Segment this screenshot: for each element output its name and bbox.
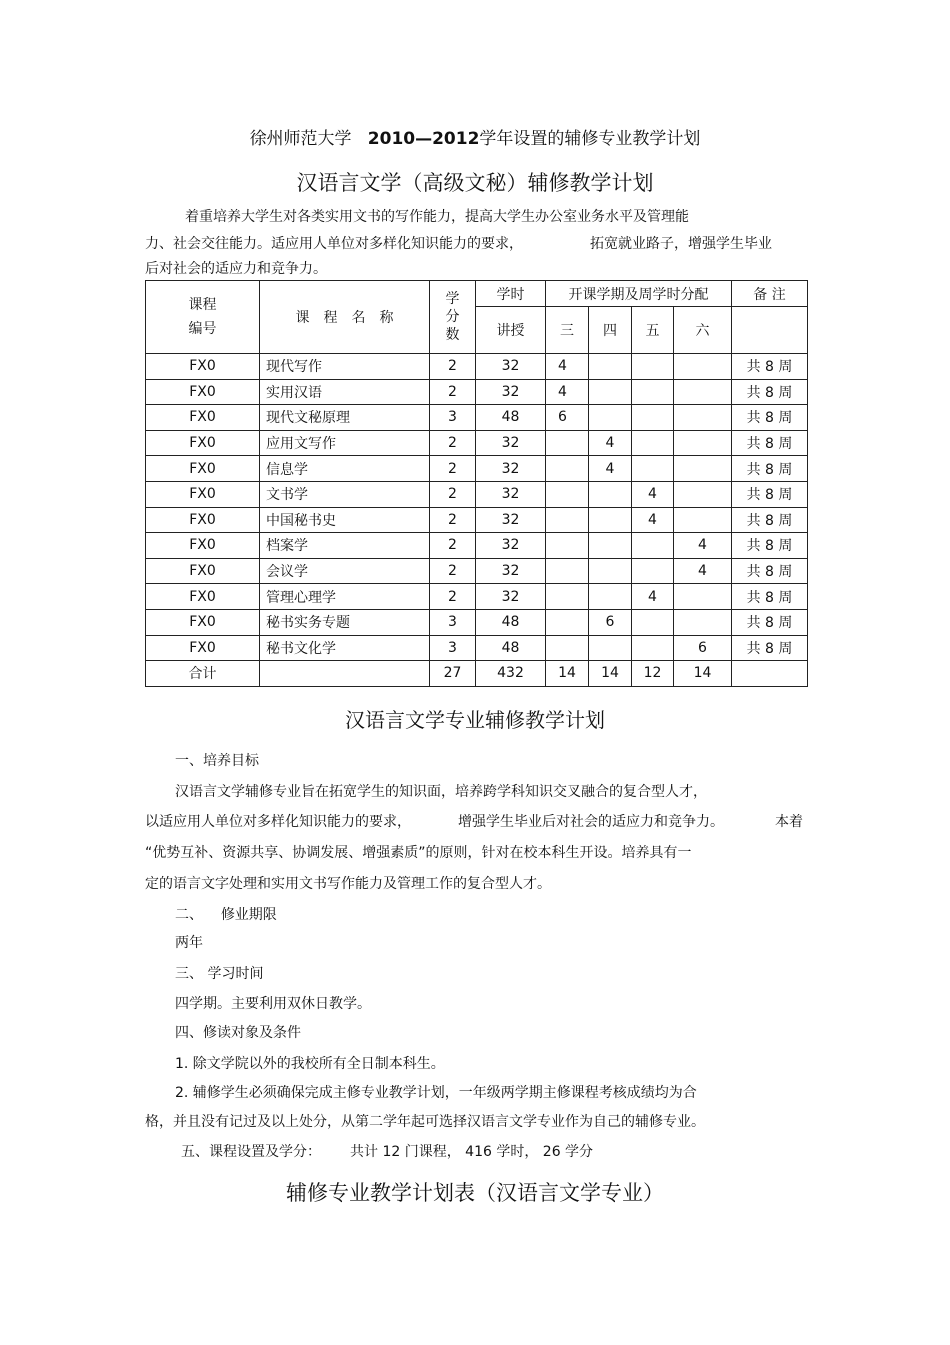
total-sem6: 14 [674,661,732,687]
table-row [146,533,808,559]
course-note: 共 8 周 [732,456,808,482]
course-sem6 [674,507,732,533]
header-prefix: 徐州师范大学 [249,129,352,149]
course-sem4 [589,379,632,405]
course-code: FX0 [146,609,260,635]
document-header [0,124,950,149]
course-sem4 [589,635,632,661]
course-sem3 [546,584,589,610]
course-sem5 [632,405,674,431]
course-hours: 32 [476,558,546,584]
course-credits: 3 [430,405,476,431]
course-credits: 2 [430,379,476,405]
course-sem4 [589,481,632,507]
table-row [146,558,808,584]
sec4-heading: 四、修读对象及条件 [175,1025,301,1041]
header-note: 备 注 [732,281,808,307]
header-years: 2010—2012 [367,129,480,149]
header-credits: 学 分 数 [430,281,476,354]
sec1-heading: 一、培养目标 [175,753,259,769]
table-row [146,584,808,610]
plan1-intro-line1: 着重培养大学生对各类实用文书的写作能力，提高大学生办公室业务水平及管理能 [185,209,689,225]
course-note: 共 8 周 [732,558,808,584]
course-name: 现代写作 [260,354,430,380]
sec2-heading-num: 二、 [175,907,203,923]
sec2-body: 两年 [175,935,203,951]
header-note-blank [732,307,808,354]
course-name: 文书学 [260,481,430,507]
course-sem5: 4 [632,584,674,610]
total-name-blank [260,661,430,687]
course-sem4: 6 [589,609,632,635]
sec3-body: 四学期。主要利用双休日教学。 [175,996,371,1012]
course-sem3 [546,533,589,559]
table-row [146,430,808,456]
table-row [146,456,808,482]
header-suffix: 学年设置的辅修专业教学计划 [479,129,701,149]
course-name: 档案学 [260,533,430,559]
course-note: 共 8 周 [732,533,808,559]
course-hours: 32 [476,481,546,507]
course-sem5 [632,609,674,635]
course-name: 现代文秘原理 [260,405,430,431]
plan1-intro-line2: 力、社会交往能力。适应用人单位对多样化知识能力的要求， [145,236,523,252]
sec2-heading-text: 修业期限 [220,907,277,923]
course-sem3: 4 [546,379,589,405]
plan2-title: 汉语言文学专业辅修教学计划 [345,708,605,732]
table-row [146,379,808,405]
course-code: FX0 [146,635,260,661]
course-sem6 [674,405,732,431]
course-sem3 [546,456,589,482]
course-sem3 [546,558,589,584]
course-sem5 [632,456,674,482]
course-sem5 [632,430,674,456]
course-hours: 32 [476,584,546,610]
sec1-line3: “优势互补、资源共享、协调发展、增强素质”的原则，针对在校本科生开设。培养具有一 [145,845,692,861]
course-code: FX0 [146,379,260,405]
course-sem3 [546,609,589,635]
course-credits: 2 [430,354,476,380]
course-credits: 3 [430,609,476,635]
course-sem4: 4 [589,456,632,482]
course-code: FX0 [146,507,260,533]
sec4-item1: 1. 除文学院以外的我校所有全日制本科生。 [175,1056,445,1072]
course-hours: 48 [476,635,546,661]
course-hours: 48 [476,405,546,431]
course-sem4 [589,584,632,610]
course-sem6: 4 [674,558,732,584]
plan1-course-table [145,280,808,687]
course-credits: 2 [430,533,476,559]
course-sem5 [632,635,674,661]
course-note: 共 8 周 [732,405,808,431]
course-hours: 32 [476,533,546,559]
course-sem6 [674,354,732,380]
course-sem3 [546,481,589,507]
course-credits: 2 [430,481,476,507]
plan3-title: 辅修专业教学计划表（汉语言文学专业） [286,1181,664,1205]
course-note: 共 8 周 [732,635,808,661]
header-sem5: 五 [632,307,674,354]
header-sem3: 三 [546,307,589,354]
course-sem5 [632,354,674,380]
course-code: FX0 [146,456,260,482]
course-sem4 [589,558,632,584]
course-sem5 [632,533,674,559]
course-sem6 [674,379,732,405]
sec2-heading [175,904,277,924]
table-total-row [146,661,808,687]
header-course-code: 课程 编号 [146,281,260,354]
course-sem6: 4 [674,533,732,559]
header-lecture: 讲授 [476,307,546,354]
course-sem4 [589,405,632,431]
total-sem4: 14 [589,661,632,687]
course-note: 共 8 周 [732,584,808,610]
sec1-line1: 汉语言文学辅修专业旨在拓宽学生的知识面，培养跨学科知识交叉融合的复合型人才， [175,784,707,800]
table-header-row-1 [146,281,808,307]
sec1-line4: 定的语言文字处理和实用文书写作能力及管理工作的复合型人才。 [145,876,551,892]
course-sem6 [674,481,732,507]
sec1-line2a: 以适应用人单位对多样化知识能力的要求， [145,814,411,830]
course-name: 中国秘书史 [260,507,430,533]
course-sem3: 6 [546,405,589,431]
course-note: 共 8 周 [732,430,808,456]
course-code: FX0 [146,481,260,507]
total-label: 合计 [146,661,260,687]
course-rows [146,354,808,661]
course-name: 秘书实务专题 [260,609,430,635]
course-sem6 [674,584,732,610]
course-sem4: 4 [589,430,632,456]
course-note: 共 8 周 [732,609,808,635]
sec1-line2c: 本着 [775,814,803,830]
course-sem3 [546,507,589,533]
total-hours: 432 [476,661,546,687]
total-sem5: 12 [632,661,674,687]
course-sem4 [589,354,632,380]
table-row [146,481,808,507]
course-sem3 [546,430,589,456]
course-code: FX0 [146,354,260,380]
course-sem3 [546,635,589,661]
sec1-line2b: 增强学生毕业后对社会的适应力和竞争力。 [458,814,724,830]
table-row [146,507,808,533]
course-note: 共 8 周 [732,354,808,380]
table-row [146,354,808,380]
header-sem6: 六 [674,307,732,354]
course-code: FX0 [146,533,260,559]
course-sem4 [589,507,632,533]
course-sem6: 6 [674,635,732,661]
course-note: 共 8 周 [732,507,808,533]
course-credits: 2 [430,456,476,482]
course-sem6 [674,609,732,635]
course-sem3: 4 [546,354,589,380]
sec3-heading: 三、 学习时间 [175,966,264,982]
course-credits: 2 [430,558,476,584]
course-name: 管理心理学 [260,584,430,610]
course-hours: 32 [476,430,546,456]
total-credits: 27 [430,661,476,687]
course-hours: 32 [476,379,546,405]
course-credits: 2 [430,430,476,456]
header-semester-group: 开课学期及周学时分配 [546,281,732,307]
sec4-item2-line1: 2. 辅修学生必须确保完成主修专业教学计划，一年级两学期主修课程考核成绩均为合 [175,1085,697,1101]
course-sem4 [589,533,632,559]
course-sem6 [674,430,732,456]
sec5-summary: 共计 12 门课程， 416 学时， 26 学分 [350,1144,594,1160]
plan1-title: 汉语言文学（高级文秘）辅修教学计划 [296,171,654,195]
sec5-heading: 五、课程设置及学分： [181,1144,321,1160]
header-sem4: 四 [589,307,632,354]
plan1-intro-line3: 后对社会的适应力和竞争力。 [145,261,327,277]
course-code: FX0 [146,584,260,610]
course-credits: 3 [430,635,476,661]
total-sem3: 14 [546,661,589,687]
table-row [146,635,808,661]
course-credits: 2 [430,507,476,533]
course-name: 实用汉语 [260,379,430,405]
course-hours: 32 [476,507,546,533]
course-code: FX0 [146,430,260,456]
course-code: FX0 [146,558,260,584]
table-row [146,405,808,431]
header-hours: 学时 [476,281,546,307]
course-hours: 48 [476,609,546,635]
course-note: 共 8 周 [732,481,808,507]
course-hours: 32 [476,456,546,482]
course-sem5: 4 [632,507,674,533]
course-sem6 [674,456,732,482]
course-name: 应用文写作 [260,430,430,456]
course-code: FX0 [146,405,260,431]
plan1-intro-line2b: 拓宽就业路子，增强学生毕业 [590,236,772,252]
course-sem5 [632,379,674,405]
course-name: 会议学 [260,558,430,584]
course-name: 信息学 [260,456,430,482]
course-credits: 2 [430,584,476,610]
course-hours: 32 [476,354,546,380]
course-sem5 [632,558,674,584]
total-note-blank [732,661,808,687]
sec4-item2-line2: 格，并且没有记过及以上处分，从第二学年起可选择汉语言文学专业作为自己的辅修专业。 [145,1114,705,1130]
course-sem5: 4 [632,481,674,507]
table-row [146,609,808,635]
course-name: 秘书文化学 [260,635,430,661]
course-note: 共 8 周 [732,379,808,405]
header-course-name: 课 程 名 称 [260,281,430,354]
